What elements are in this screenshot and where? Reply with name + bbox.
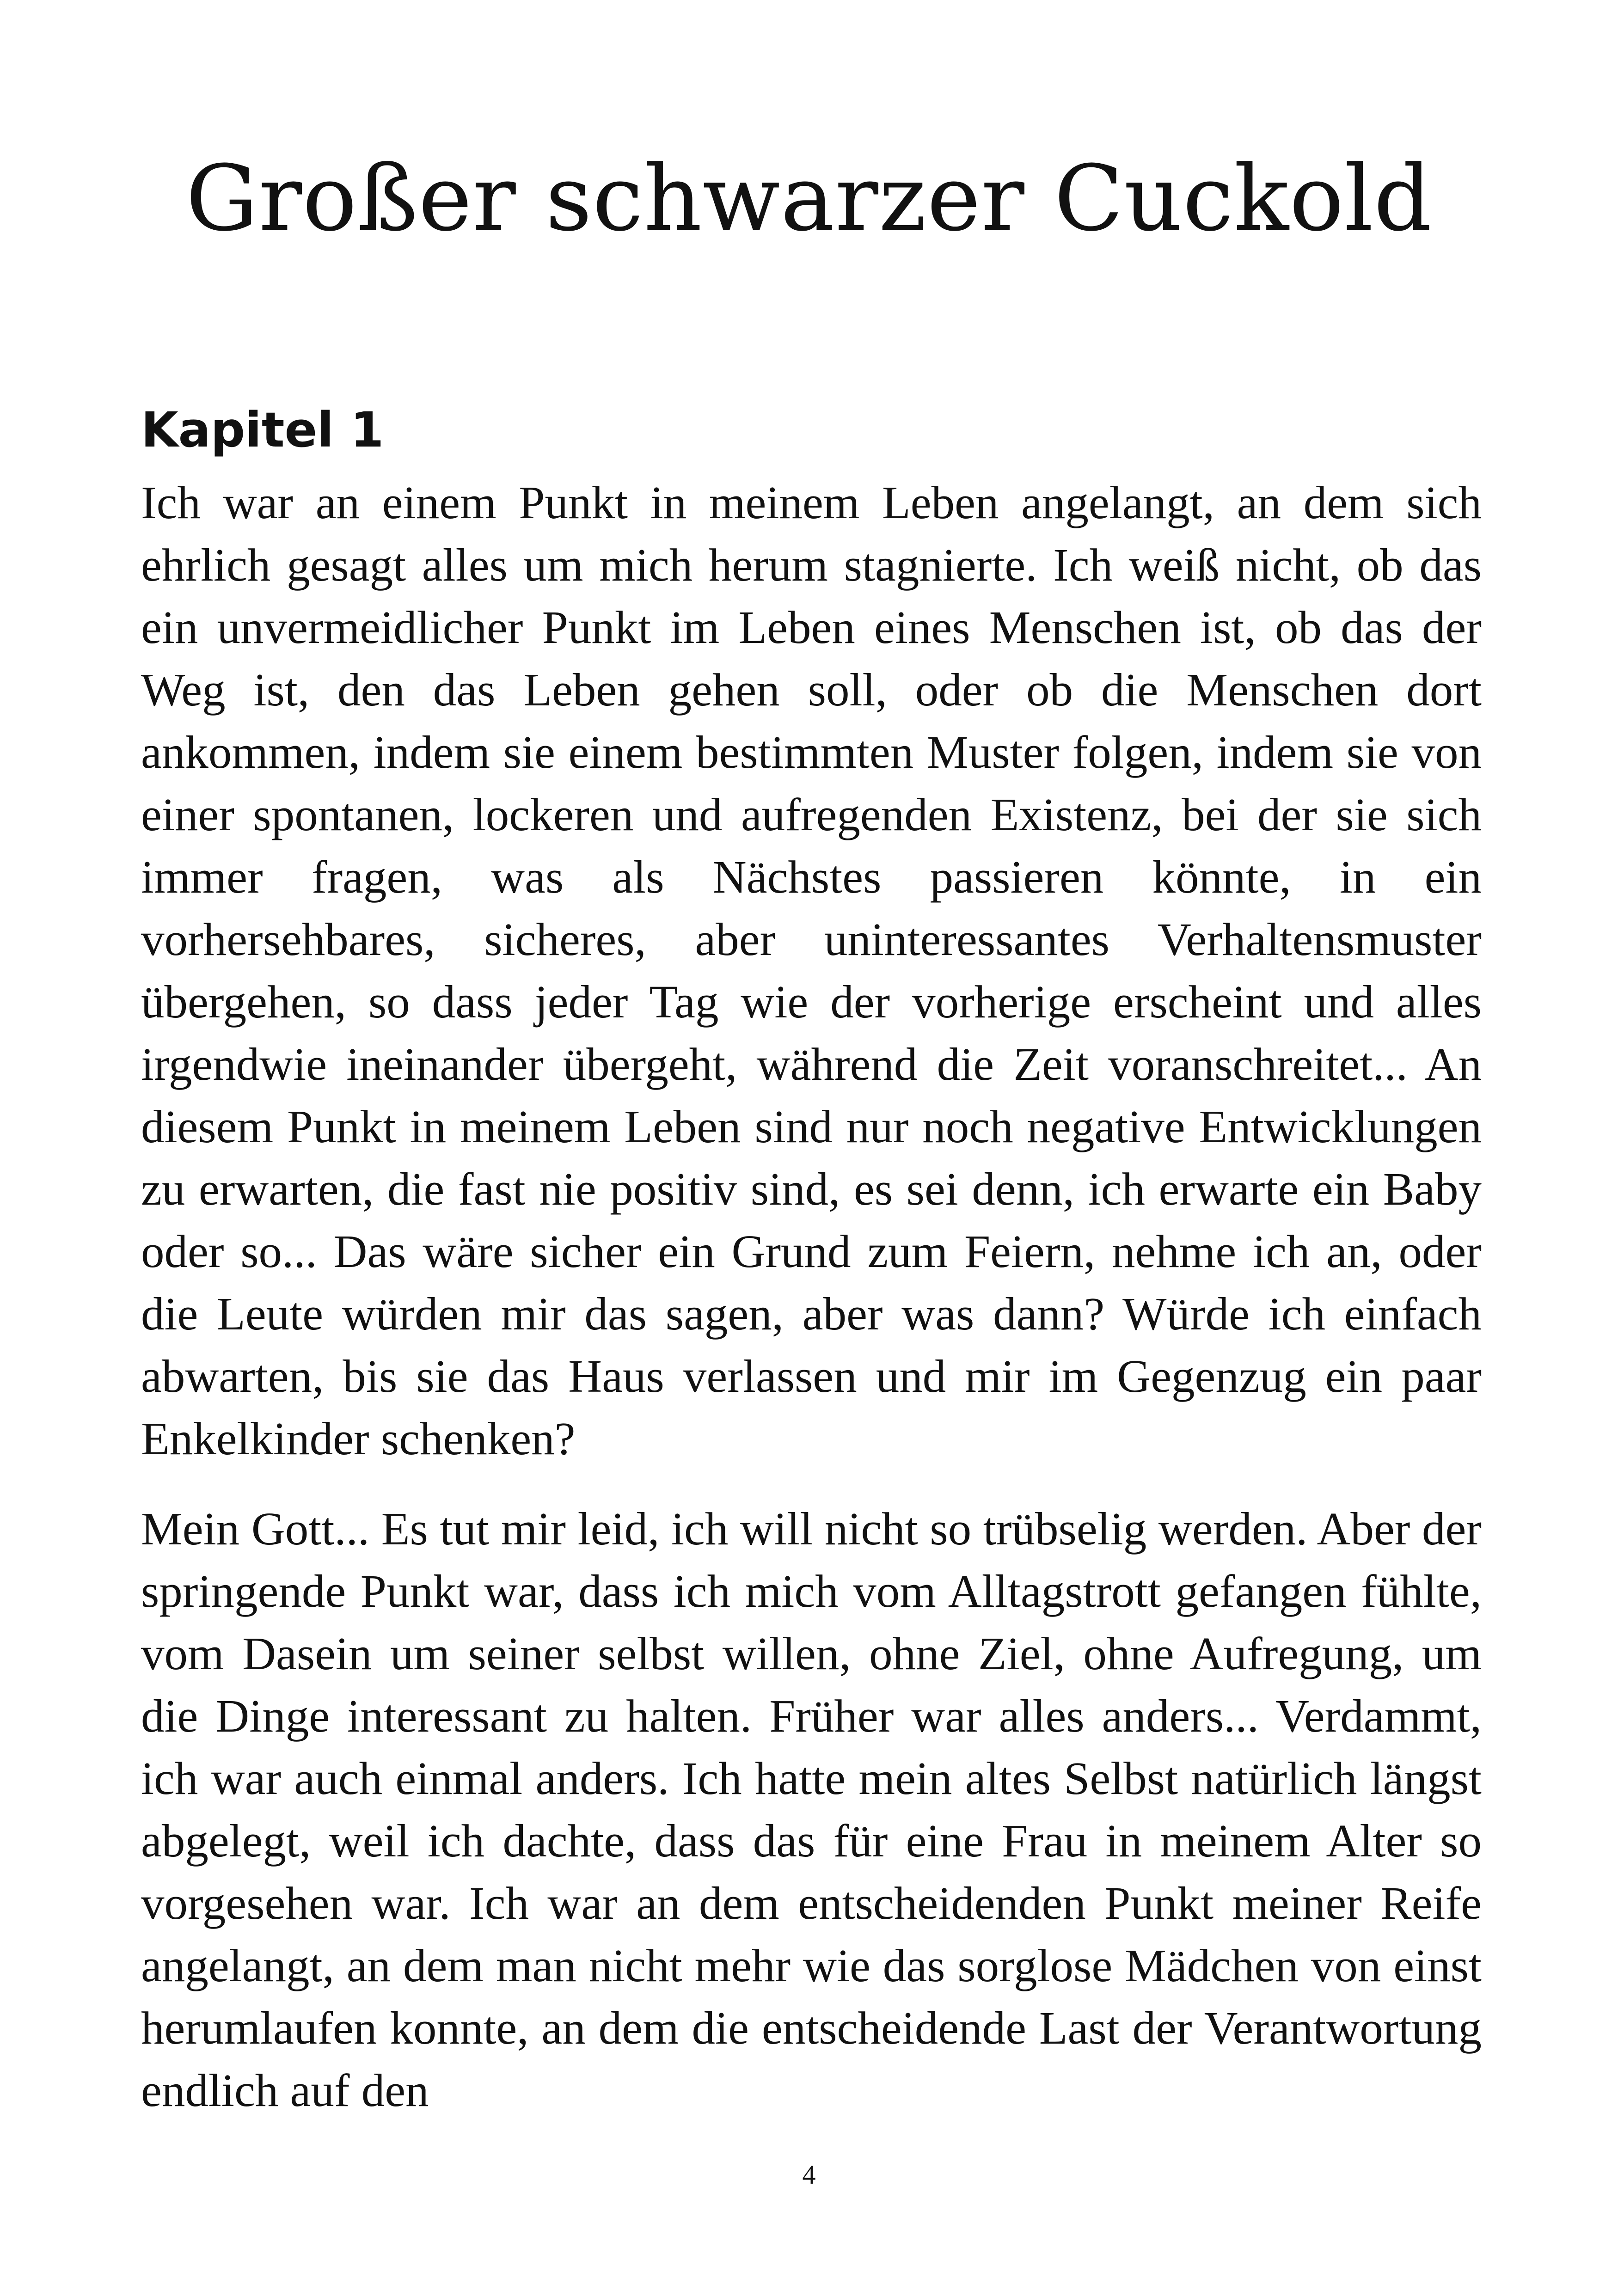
chapter-heading: Kapitel 1: [141, 402, 384, 458]
book-title: Großer schwarzer Cuckold: [185, 146, 1433, 251]
chapter-body: [141, 471, 1482, 2122]
paragraph-2: Mein Gott... Es tut mir leid, ich will nicht so trübselig werden. Aber der springende Punkt war, dass ich mich vom Alltagstrott gefangen fühlte, vom Dasein um seiner selbst willen, ohne Ziel, ohne Aufregung, um die Dinge interessant zu halten. Früher war alles anders... Verdammt, ich war auch einmal anders. Ich hatte mein altes Selbst natürlich längst abgelegt, weil ich dachte, dass das für eine Frau in meinem Alter so vorgesehen war. Ich war an dem entscheidenden Punkt meiner Reife angelangt, an dem man nicht mehr wie das sorglose Mädchen von einst herumlaufen konnte, an dem die entscheidende Last der Verantwortung endlich auf den: [141, 1503, 1482, 2116]
paragraph-1: Ich war an einem Punkt in meinem Leben angelangt, an dem sich ehrlich gesagt alles um mich herum stagnierte. Ich weiß nicht, ob das ein unvermeidlicher Punkt im Leben eines Menschen ist, ob das der Weg ist, den das Leben gehen soll, oder ob die Menschen dort ankommen, indem sie einem bestimmten Muster folgen, indem sie von einer spontanen, lockeren und aufregenden Existenz, bei der sie sich immer fragen, was als Nächstes passieren könnte, in ein vorhersehbares, sicheres, aber uninteressantes Verhaltensmuster übergehen, so dass jeder Tag wie der vorherige erscheint und alles irgendwie ineinander übergeht, während die Zeit voranschreitet... An diesem Punkt in meinem Leben sind nur noch negative Entwicklungen zu erwarten, die fast nie positiv sind, es sei denn, ich erwarte ein Baby oder so... Das wäre sicher ein Grund zum Feiern, nehme ich an, oder die Leute würden mir das sagen, aber was dann? Würde ich einfach abwarten, bis sie das Haus verlassen und mir im Gegenzug ein paar Enkelkinder schenken?: [141, 477, 1482, 1464]
page-number: 4: [802, 2160, 816, 2190]
